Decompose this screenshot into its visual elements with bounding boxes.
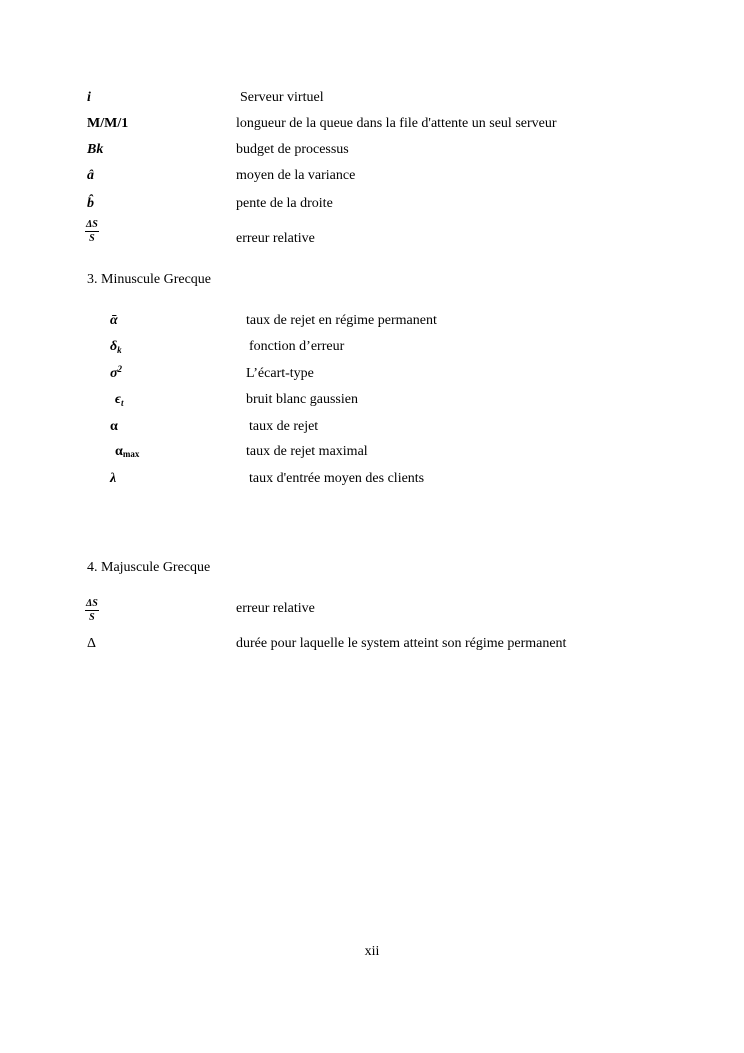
desc-variance: moyen de la variance — [236, 168, 356, 183]
heading-minuscule-grecque: 3. Minuscule Grecque — [87, 272, 212, 287]
symbol-delta: δ — [110, 339, 118, 354]
symbol-epsilon: ϵ — [115, 392, 122, 407]
desc-ecart-type: L’écart-type — [246, 366, 314, 381]
symbol-alpha: α — [115, 444, 123, 459]
symbol-capital-delta: Δ — [87, 636, 97, 651]
desc-bruit-blanc: bruit blanc gaussien — [246, 392, 358, 407]
subscript-t: t — [121, 398, 124, 408]
symbol-lambda: λ — [110, 471, 117, 486]
desc-pente: pente de la droite — [236, 196, 333, 211]
symbol-a-hat: â — [87, 168, 94, 183]
superscript-2: 2 — [117, 364, 123, 374]
symbol-alpha-max — [115, 444, 139, 462]
subscript-max: max — [122, 449, 140, 459]
page-number: xii — [364, 944, 380, 959]
symbol-i: i — [87, 90, 91, 105]
symbol-epsilon-t — [115, 392, 124, 408]
fraction-denominator: S — [89, 233, 95, 244]
symbol-sigma: σ — [110, 366, 118, 381]
symbol-b-hat: b̂ — [87, 196, 94, 211]
symbol-bk: Bk — [87, 142, 104, 157]
desc-mm1: longueur de la queue dans la file d'attente un seul serveur — [236, 116, 557, 131]
symbol-alpha: α — [110, 419, 118, 434]
desc-taux-rejet: taux de rejet — [249, 419, 319, 434]
fraction-denominator: S — [89, 612, 95, 623]
desc-erreur-relative-2: erreur relative — [236, 601, 315, 616]
fraction-numerator: ΔS — [86, 598, 98, 609]
desc-serveur-virtuel: Serveur virtuel — [240, 90, 324, 105]
symbol-delta-s-over-s — [85, 219, 99, 246]
desc-taux-rejet-maximal: taux de rejet maximal — [246, 444, 368, 459]
symbol-mm1: M/M/1 — [87, 116, 129, 131]
desc-fonction-erreur: fonction d’erreur — [249, 339, 345, 354]
heading-majuscule-grecque: 4. Majuscule Grecque — [87, 560, 211, 575]
symbol-delta-s-over-s-2 — [85, 598, 99, 625]
subscript-k: k — [117, 345, 122, 355]
symbol-sigma-squared — [110, 366, 122, 382]
desc-erreur-relative: erreur relative — [236, 231, 315, 246]
desc-budget: budget de processus — [236, 142, 349, 157]
desc-duree: durée pour laquelle le system atteint son régime permanent — [236, 636, 567, 651]
desc-taux-entree: taux d'entrée moyen des clients — [249, 471, 425, 486]
symbol-delta-k — [110, 339, 122, 355]
fraction-numerator: ΔS — [86, 219, 98, 230]
symbol-alpha-bar: ᾱ — [110, 313, 118, 328]
desc-taux-rejet-permanent: taux de rejet en régime permanent — [246, 313, 437, 328]
